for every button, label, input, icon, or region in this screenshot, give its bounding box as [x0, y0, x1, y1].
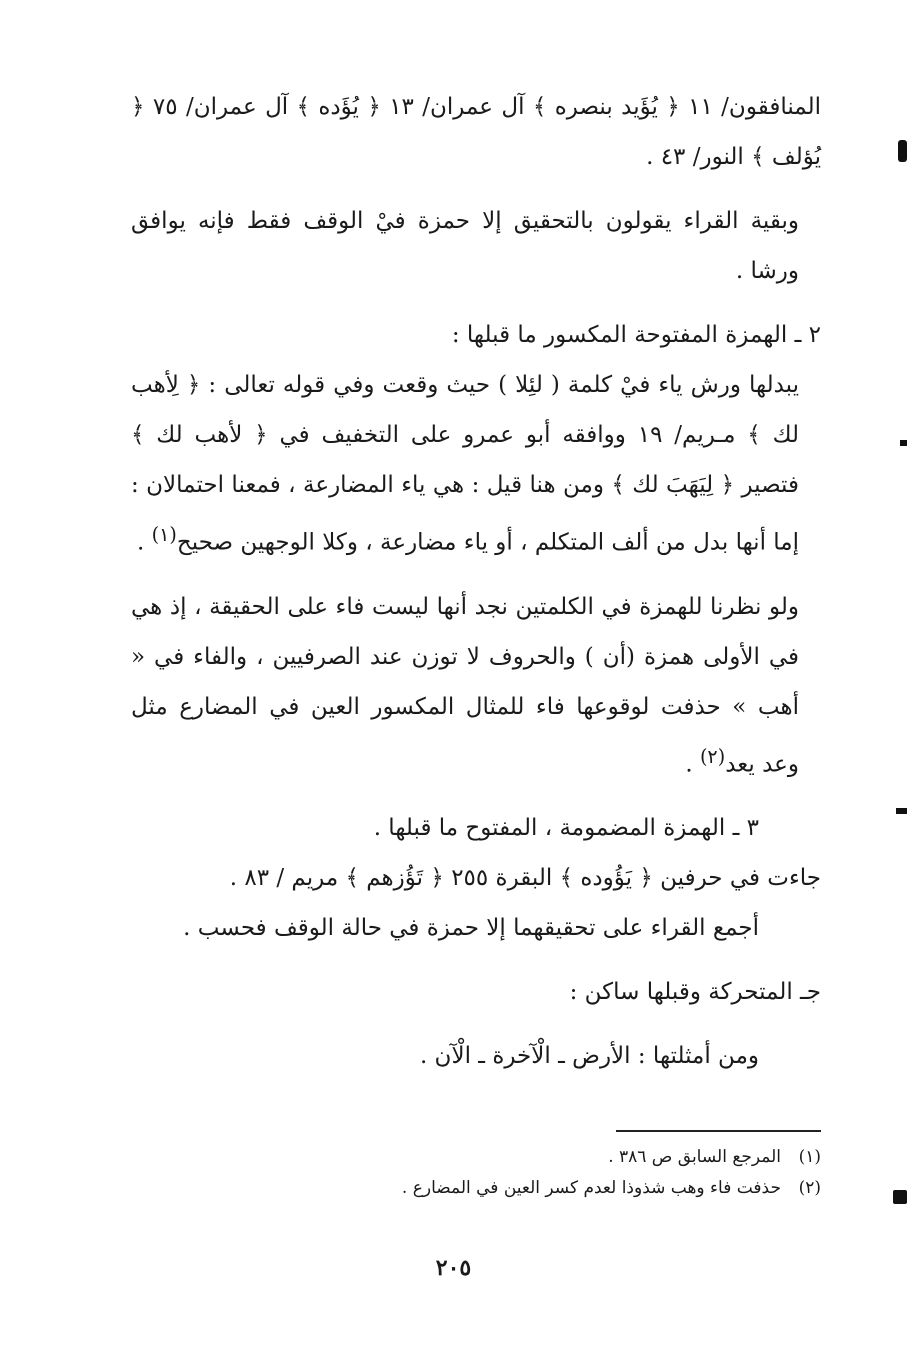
footnote-2 — [131, 1173, 821, 1204]
section-heading-c: جـ المتحركة وقبلها ساكن : — [569, 979, 821, 1006]
paragraph-text: ولو نظرنا للهمزة في الكلمتين نجد أنها ليست فاء على الحقيقة ، إذ هي في الأولى همزة (أن ) والحروف لا توزن عند الصرفيين ، والفاء في « أهب » حذفت لوقوعها فاء للمثال المكسور العين في المضارع مثل وعد يعد — [131, 593, 799, 778]
paragraph-verse-references: المنافقون/ ١١ ﴿ يُؤَيد بنصره ﴾ آل عمران/ ١٣ ﴿ يُؤَده ﴾ آل عمران/ ٧٥ ﴿ يُؤلف ﴾ النور/ ٤٣ . — [131, 94, 821, 170]
page-body — [131, 82, 821, 1081]
paragraph-examples: ومن أمثلتها : الأرض ـ الْآخرة ـ الْآن . — [419, 1043, 759, 1070]
section-heading-3: ٣ ـ الهمزة المضمومة ، المفتوح ما قبلها . — [373, 815, 759, 842]
footnote-number: (١) — [798, 1147, 821, 1167]
footnotes — [131, 1130, 821, 1204]
page-number: ٢٠٥ — [435, 1255, 472, 1281]
paragraph-warsh-substitution: يبدلها ورش ياء فيْ كلمة ( لئِلا ) حيث وقعت وفي قوله تعالى : ﴿ لِأهب لك ﴾ مـريم/ ١٩ ووافقه أبو عمرو على التخفيف في ﴿ لأهب لك ﴾ فتصير ﴿ لِيَهَبَ لك ﴾ ومن هنا قيل : هي ياء المضارعة ، فمعنا احتمالان : إما أنها بدل من ألف المتكلم ، أو ياء مضارعة ، وكلا الوجهين صحيح$^{(١)}$ . — [131, 372, 799, 556]
footnote-divider — [616, 1130, 821, 1132]
paragraph-consensus: أجمع القراء على تحقيقهما إلا حمزة في حالة الوقف فحسب . — [183, 915, 759, 942]
scan-mark — [900, 440, 907, 446]
footnote-text: المرجع السابق ص ٣٨٦ . — [608, 1147, 781, 1167]
footnote-number: (٢) — [798, 1178, 821, 1198]
paragraph-other-readers: وبقية القراء يقولون بالتحقيق إلا حمزة فيْ الوقف فقط فإنه يوافق ورشا . — [131, 208, 799, 284]
footnote-ref-1: (١) — [151, 523, 177, 546]
scan-mark — [893, 1190, 907, 1204]
scan-mark — [896, 808, 907, 814]
footnote-text: حذفت فاء وهب شذوذا لعدم كسر العين في المضارع . — [401, 1178, 781, 1198]
paragraph-text: يبدلها ورش ياء فيْ كلمة ( لئِلا ) حيث وقعت وفي قوله تعالى : ﴿ لِأهب لك ﴾ مـريم/ ١٩ ووافقه أبو عمرو على التخفيف في ﴿ لأهب لك ﴾ فتصير ﴿ لِيَهَبَ لك ﴾ ومن هنا قيل : هي ياء المضارعة ، فمعنا احتمالان : إما أنها بدل من ألف المتكلم ، أو ياء مضارعة ، وكلا الوجهين صحيح — [131, 372, 799, 556]
paragraph-two-words: جاءت في حرفين ﴿ يَؤُوده ﴾ البقرة ٢٥٥ ﴿ تَؤُزهم ﴾ مريم / ٨٣ . — [229, 865, 821, 892]
paragraph-hamza-analysis: ولو نظرنا للهمزة في الكلمتين نجد أنها ليست فاء على الحقيقة ، إذ هي في الأولى همزة (أن ) والحروف لا توزن عند الصرفيين ، والفاء في « أهب » حذفت لوقوعها فاء للمثال المكسور العين في المضارع مثل وعد يعد$^{(٢)}$ . — [131, 593, 799, 778]
scan-mark — [898, 140, 907, 162]
section-heading-2: ٢ ـ الهمزة المفتوحة المكسور ما قبلها : — [451, 322, 821, 348]
footnote-ref-2: (٢) — [699, 744, 726, 768]
footnote-1 — [131, 1142, 821, 1173]
